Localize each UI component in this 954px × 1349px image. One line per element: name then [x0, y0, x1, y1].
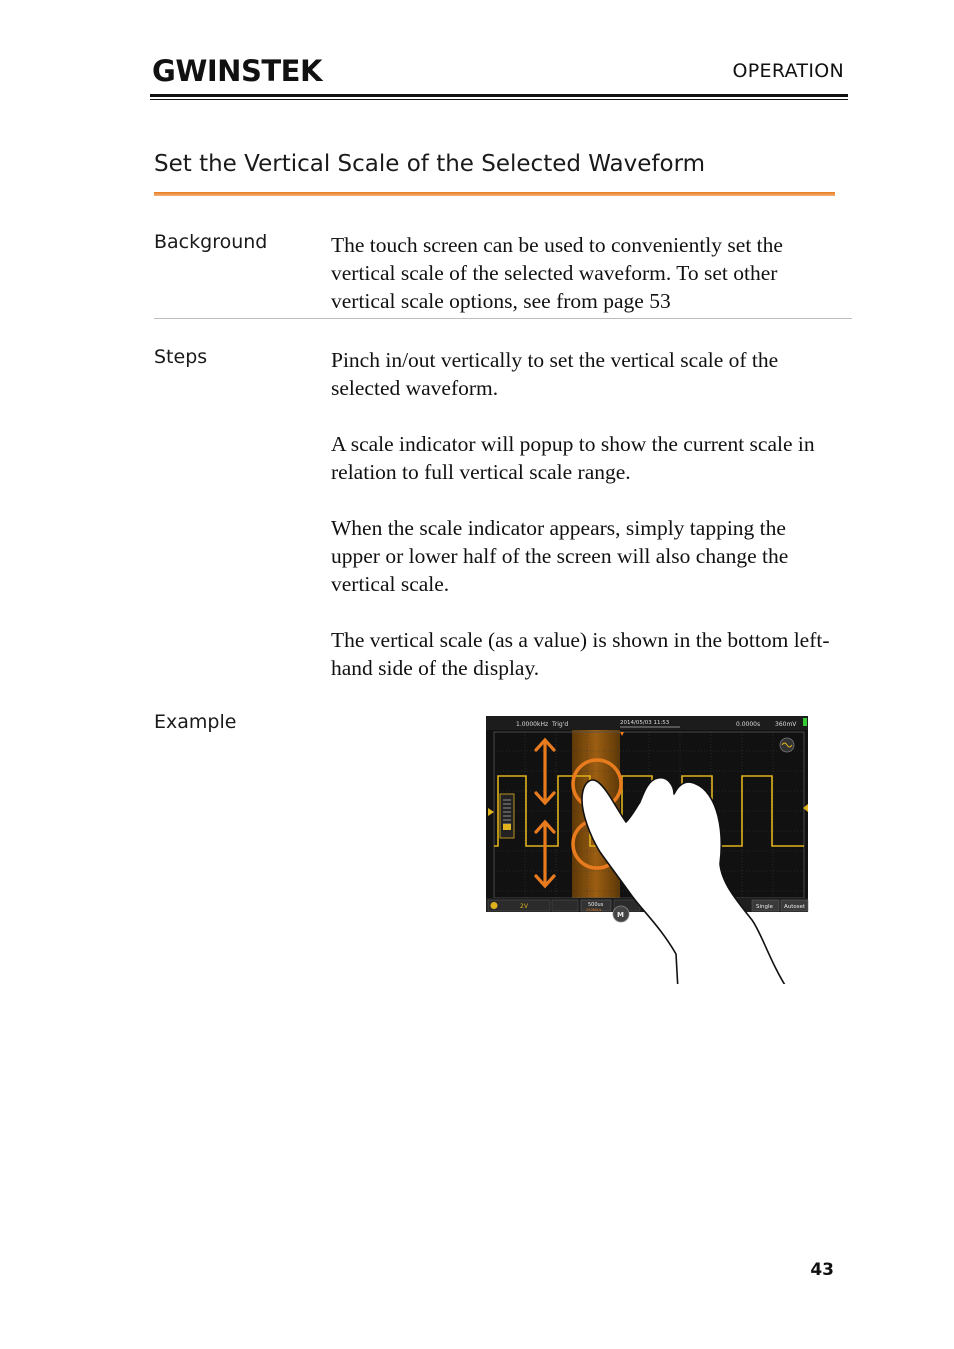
svg-text:GWINSTEK: GWINSTEK — [152, 54, 324, 86]
ch1-badge-icon — [491, 902, 498, 909]
header-rule — [150, 94, 848, 97]
datetime-readout: 2014/05/03 11:53 — [620, 720, 670, 726]
page-number: 43 — [810, 1260, 834, 1280]
ch2-scale-box[interactable] — [552, 900, 578, 911]
oscilloscope-screenshot — [486, 716, 810, 994]
single-button-label: Single — [756, 904, 773, 910]
trigger-mode-readout: Trig'd — [552, 721, 569, 728]
header-rule-thin — [150, 99, 848, 100]
steps-paragraph-4: The vertical scale (as a value) is shown in the bottom left-hand side of the display. — [331, 628, 830, 680]
hand-cutoff — [672, 984, 792, 994]
row-divider — [154, 318, 852, 319]
steps-paragraph-1: Pinch in/out vertically to set the vertical scale of the selected waveform. — [331, 348, 779, 400]
steps-paragraph-3: When the scale indicator appears, simply tapping the upper or lower half of the screen will also change the vertical scale. — [331, 516, 789, 596]
ch1-scale-readout: 2V — [520, 903, 528, 910]
svg-text:M: M — [617, 911, 624, 919]
title-underline — [154, 192, 835, 196]
background-label: Background — [154, 231, 268, 253]
gwinstek-logo — [152, 54, 324, 86]
scale-indicator-level — [503, 824, 511, 830]
battery-icon — [803, 718, 807, 726]
section-label: OPERATION — [732, 60, 844, 82]
background-text: The touch screen can be used to conveniently set the vertical scale of the selected waveform. To set other vertical scale options, see from page 53 — [331, 233, 783, 313]
sample-rate-readout: 250MS/s — [586, 908, 602, 912]
steps-paragraph-2: A scale indicator will popup to show the current scale in relation to full vertical scale range. — [331, 432, 815, 484]
steps-label: Steps — [154, 346, 208, 368]
trigger-level-readout: 360mV — [775, 721, 797, 728]
autoset-button-label: Autoset — [784, 904, 806, 910]
timebase-readout: 500us — [588, 902, 604, 908]
frequency-readout: 1.0000kHz — [516, 721, 549, 728]
memory-bar — [620, 726, 680, 728]
page-title: Set the Vertical Scale of the Selected Waveform — [154, 151, 706, 177]
example-label: Example — [154, 711, 237, 733]
trigger-time-readout: 0.0000s — [736, 721, 761, 728]
